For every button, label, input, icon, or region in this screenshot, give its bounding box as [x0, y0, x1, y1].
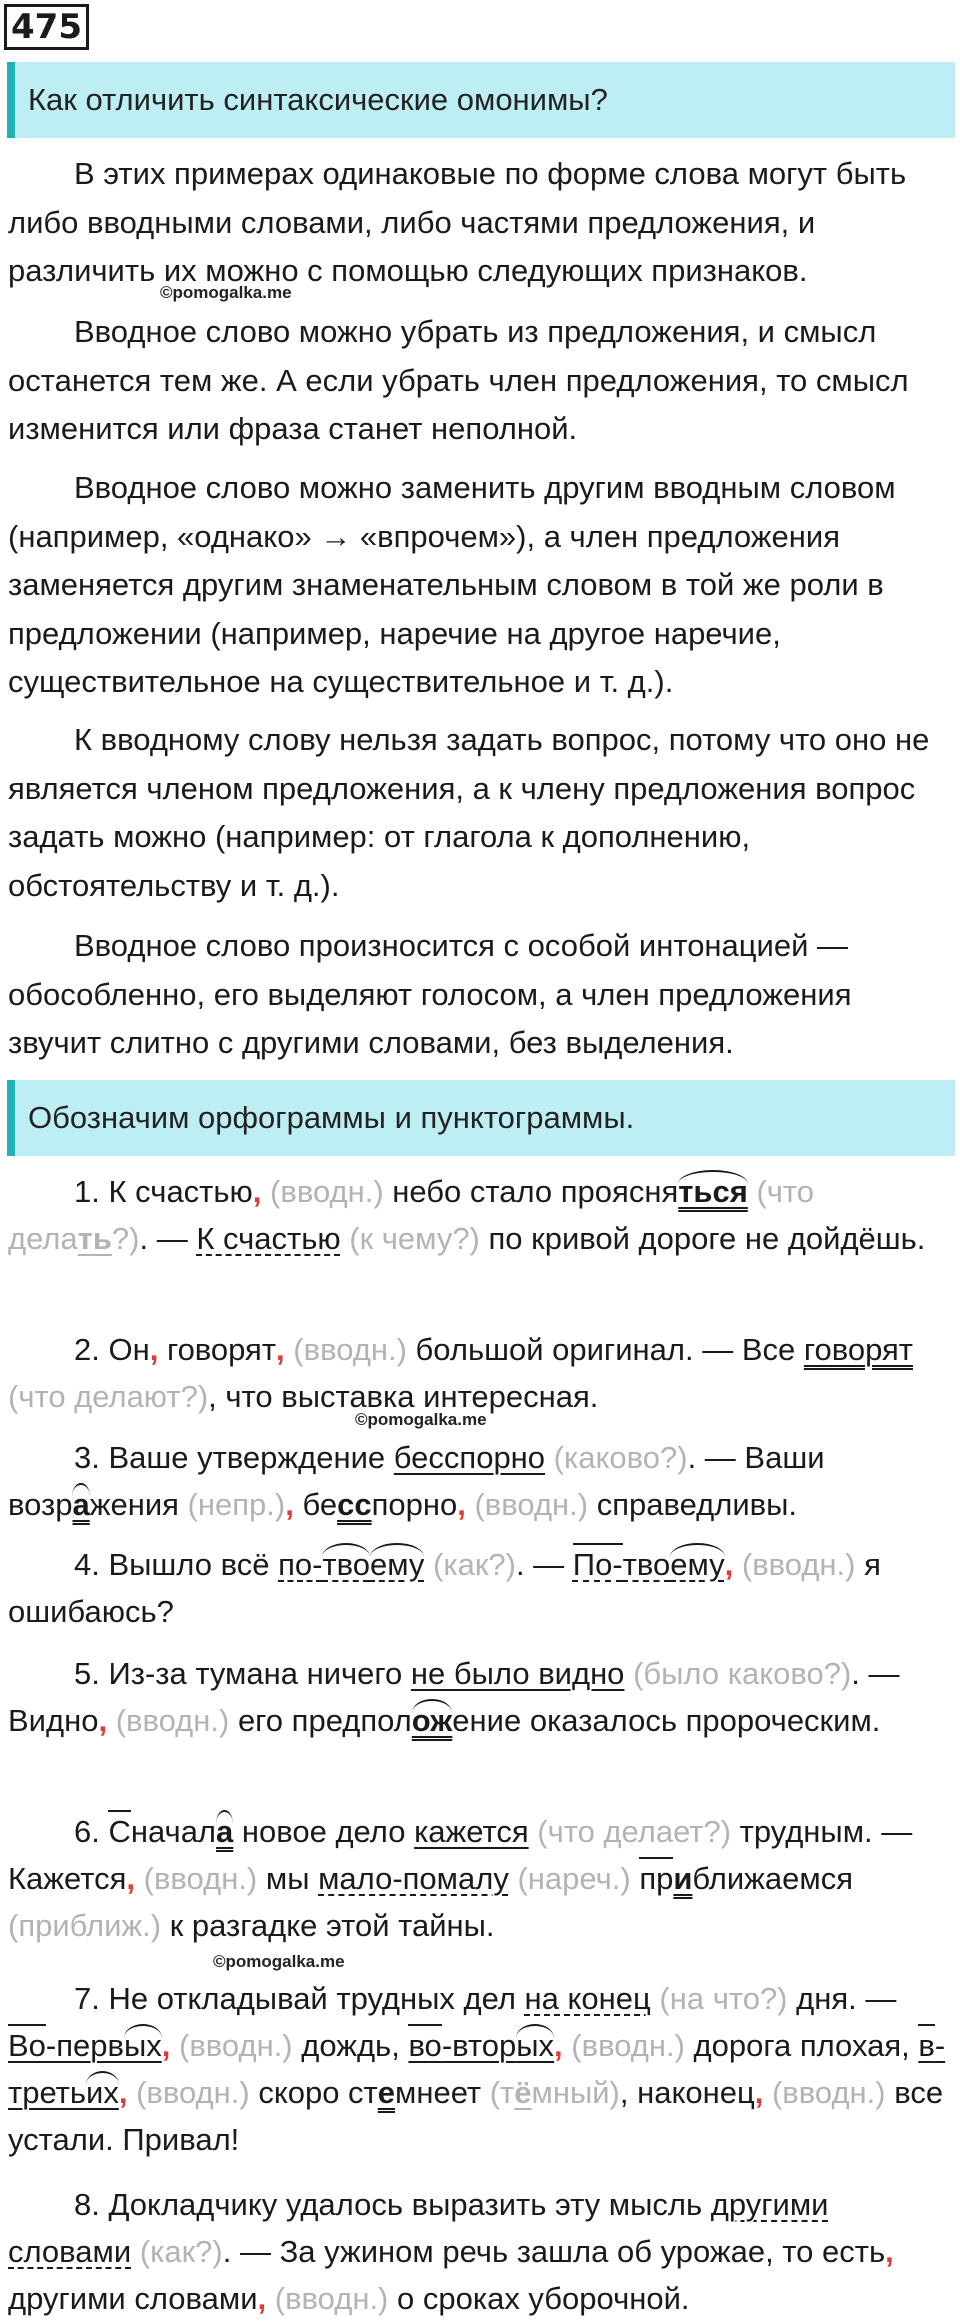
example-5: 5. Из-за тумана ничего не было видно (было каково?). — Видно, (вводн.) его предположение оказалось пророческим. [8, 1656, 900, 1738]
paragraph-1: В этих примерах одинаковые по форме слова могут быть либо вводными словами, либо частями предложения, и различить их можно с помощью следующих признаков. [8, 156, 907, 288]
paragraph-2: Вводное слово можно убрать из предложения, и смысл останется тем же. А если убрать член предложения, то смысл изменится или фраза станет неполной. [8, 314, 909, 446]
example-1: 1. К счастью, (вводн.) небо стало проясняться (что делать?). — К счастью (к чему?) по кривой дороге не дойдёшь. [8, 1168, 948, 1262]
example-4: 4. Вышло всё по-твоему (как?). — По-твоему, (вводн.) я ошибаюсь? [8, 1541, 948, 1635]
example-8: 8. Докладчику удалось выразить эту мысль другими словами (как?). — За ужином речь зашла об урожае, то есть, другими словами, (вводн.) о сроках уборочной. [8, 2187, 894, 2316]
section-heading-orthograms: Обозначим орфограммы и пунктограммы. [7, 1080, 955, 1156]
section-heading-homonyms: Как отличить синтаксические омонимы? [7, 62, 955, 138]
paragraph-3: Вводное слово можно заменить другим вводным словом (например, «однако» → «впрочем»), а член предложения заменяется другим знаменательным словом в той же роли в предложении (например, наречие на другое наречие, существительное на существительное и т. д.). [8, 470, 896, 699]
task-number: 475 [4, 4, 89, 50]
example-7: 7. Не откладывай трудных дел на конец (на что?) дня. — Во-первых, (вводн.) дождь, во-вторых, (вводн.) дорога плохая, в-третьих, (вводн.) скоро стемнеет (тёмный), наконец, (вводн.) все устали. Привал! [8, 1981, 946, 2157]
example-2: 2. Он, говорят, (вводн.) большой оригинал. — Все говорят (что делают?), что выставка интересная. [8, 1332, 913, 1414]
example-6: 6. Сначала новое дело кажется (что делает?) трудным. — Кажется, (вводн.) мы мало-помалу (нареч.) приближаемся (приближ.) к разгадке этой тайны. [8, 1808, 948, 1949]
watermark: ©pomogalka.me [160, 283, 292, 302]
watermark-2: ©pomogalka.me [355, 1410, 487, 1429]
paragraph-4: К вводному слову нельзя задать вопрос, потому что оно не является членом предложения, а к члену предложения вопрос задать можно (например: от глагола к дополнению, обстоятельству и т. д.). [8, 722, 930, 903]
watermark-3: ©pomogalka.me [213, 1952, 345, 1971]
paragraph-5: Вводное слово произносится с особой интонацией — обособленно, его выделяют голосом, а член предложения звучит слитно с другими словами, без выделения. [8, 928, 852, 1060]
example-3: 3. Ваше утверждение бесспорно (каково?). — Ваши возражения (непр.), бесспорно, (вводн.) справедливы. [8, 1440, 825, 1522]
